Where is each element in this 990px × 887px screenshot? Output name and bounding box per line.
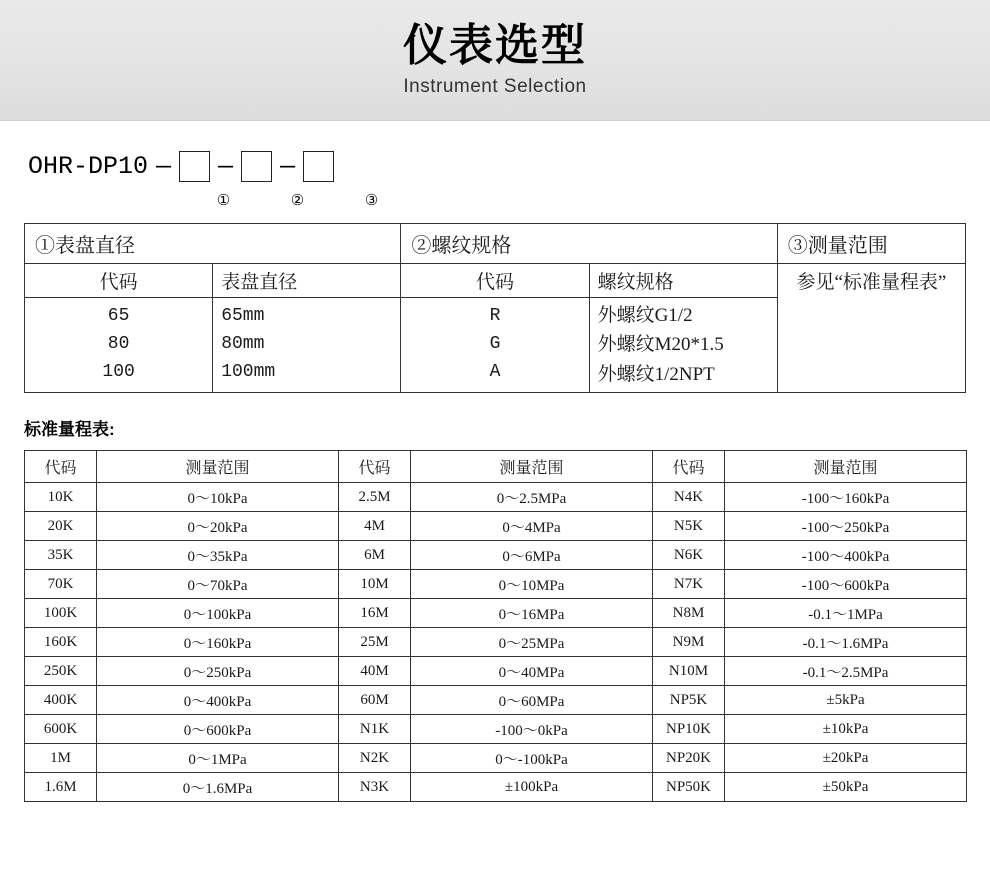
cell-code: NP50K [653,773,725,802]
spec-group-2-header: ②螺纹规格 [401,224,777,264]
model-slot-2 [241,151,272,182]
spec-dial-codes [25,298,213,393]
cell-code: NP5K [653,686,725,715]
table-row [25,512,967,541]
cell-code: N2K [339,744,411,773]
cell-code: 400K [25,686,97,715]
cell-range: ±100kPa [411,773,653,802]
spec-group-header-row [25,224,966,264]
spec-range-blank [777,298,965,393]
cell-code: N7K [653,570,725,599]
spec-body-row [25,298,966,393]
spec-col-dial: 表盘直径 [213,264,401,298]
dial-code-0: 65 [107,306,130,327]
dial-value-2: 100mm [221,362,276,383]
cell-range: 0～400kPa [97,686,339,715]
spec-group-1-header: ①表盘直径 [25,224,401,264]
page-subtitle: Instrument Selection [403,76,587,98]
cell-code: N5K [653,512,725,541]
cell-range: 0～1MPa [97,744,339,773]
cell-code: 20K [25,512,97,541]
range-header-2: 代码 [339,451,411,483]
table-row [25,686,967,715]
range-header-3: 测量范围 [411,451,653,483]
cell-range: 0～40MPa [411,657,653,686]
page-title: 仪表选型 [403,20,587,70]
cell-range: -100～600kPa [725,570,967,599]
table-row [25,657,967,686]
cell-code: 60M [339,686,411,715]
cell-code: 100K [25,599,97,628]
model-dash-1: — [156,151,172,181]
model-marker-2: ② [290,192,305,209]
spec-thread-codes [401,298,589,393]
standard-range-table [24,450,967,802]
cell-code: 250K [25,657,97,686]
cell-code: 16M [339,599,411,628]
thread-value-1: 外螺纹M20*1.5 [597,334,724,356]
table-row [25,628,967,657]
cell-code: 35K [25,541,97,570]
table-row [25,744,967,773]
cell-range: -0.1～2.5MPa [725,657,967,686]
model-marker-3: ③ [364,192,379,209]
model-name: OHR-DP10 [28,151,149,181]
dial-code-1: 80 [107,334,130,355]
cell-range: 0～2.5MPa [411,483,653,512]
cell-range: 0～10kPa [97,483,339,512]
page-banner [0,0,990,121]
thread-value-2: 外螺纹1/2NPT [597,363,715,385]
table-row [25,541,967,570]
thread-code-2: A [489,362,501,383]
range-table-body [25,483,967,802]
cell-code: 4M [339,512,411,541]
model-slot-1 [179,151,210,182]
cell-code: 2.5M [339,483,411,512]
cell-range: -100～250kPa [725,512,967,541]
range-header-4: 代码 [653,451,725,483]
cell-range: ±50kPa [725,773,967,802]
cell-range: ±10kPa [725,715,967,744]
cell-code: 1M [25,744,97,773]
cell-code: 600K [25,715,97,744]
spec-thread-values [589,298,777,393]
range-header-0: 代码 [25,451,97,483]
cell-code: NP10K [653,715,725,744]
marker-spacer [28,191,209,209]
thread-code-0: R [489,306,501,327]
dial-code-2: 100 [102,362,135,383]
table-row [25,715,967,744]
cell-code: 160K [25,628,97,657]
spec-column-header-row [25,264,966,298]
cell-range: -100～0kPa [411,715,653,744]
spec-group-3-header: ③测量范围 [777,224,965,264]
cell-range: -100～160kPa [725,483,967,512]
cell-code: NP20K [653,744,725,773]
cell-range: 0～20kPa [97,512,339,541]
cell-range: 0～250kPa [97,657,339,686]
range-header-5: 测量范围 [725,451,967,483]
dial-value-0: 65mm [221,306,265,327]
cell-range: 0～160kPa [97,628,339,657]
range-header-row [25,451,967,483]
cell-code: N4K [653,483,725,512]
cell-range: 0～60MPa [411,686,653,715]
spec-col-code-2: 代码 [401,264,589,298]
thread-code-1: G [489,334,501,355]
cell-range: 0～25MPa [411,628,653,657]
cell-range: 0～100kPa [97,599,339,628]
cell-range: 0～1.6MPa [97,773,339,802]
cell-code: 70K [25,570,97,599]
model-dash-3: — [280,151,296,181]
cell-range: ±5kPa [725,686,967,715]
thread-value-0: 外螺纹G1/2 [597,305,693,326]
range-section-label: 标准量程表: [24,420,115,440]
model-slot-3 [303,151,334,182]
cell-range: 0～70kPa [97,570,339,599]
cell-range: 0～4MPa [411,512,653,541]
cell-range: 0～6MPa [411,541,653,570]
table-row [25,570,967,599]
cell-code: 40M [339,657,411,686]
cell-range: 0～600kPa [97,715,339,744]
table-row [25,599,967,628]
cell-code: N9M [653,628,725,657]
dial-value-1: 80mm [221,334,265,355]
cell-range: 0～-100kPa [411,744,653,773]
cell-code: 1.6M [25,773,97,802]
table-row [25,483,967,512]
model-marker-1: ① [216,192,231,209]
cell-range: -100～400kPa [725,541,967,570]
spec-dial-values [213,298,401,393]
cell-code: N8M [653,599,725,628]
cell-code: N6K [653,541,725,570]
spec-col-thread: 螺纹规格 [589,264,777,298]
selection-spec-table [24,223,966,393]
cell-code: 6M [339,541,411,570]
model-dash-2: — [218,151,234,181]
table-row [25,773,967,802]
spec-col-code-1: 代码 [25,264,213,298]
cell-range: 0～35kPa [97,541,339,570]
range-header-1: 测量范围 [97,451,339,483]
cell-code: N10M [653,657,725,686]
cell-code: 10M [339,570,411,599]
cell-code: N3K [339,773,411,802]
cell-code: 10K [25,483,97,512]
cell-range: -0.1～1MPa [725,599,967,628]
spec-range-note: 参见“标准量程表” [777,264,965,298]
cell-range: ±20kPa [725,744,967,773]
cell-code: 25M [339,628,411,657]
model-code-diagram [28,147,990,217]
cell-range: 0～16MPa [411,599,653,628]
cell-range: -0.1～1.6MPa [725,628,967,657]
cell-code: N1K [339,715,411,744]
cell-range: 0～10MPa [411,570,653,599]
